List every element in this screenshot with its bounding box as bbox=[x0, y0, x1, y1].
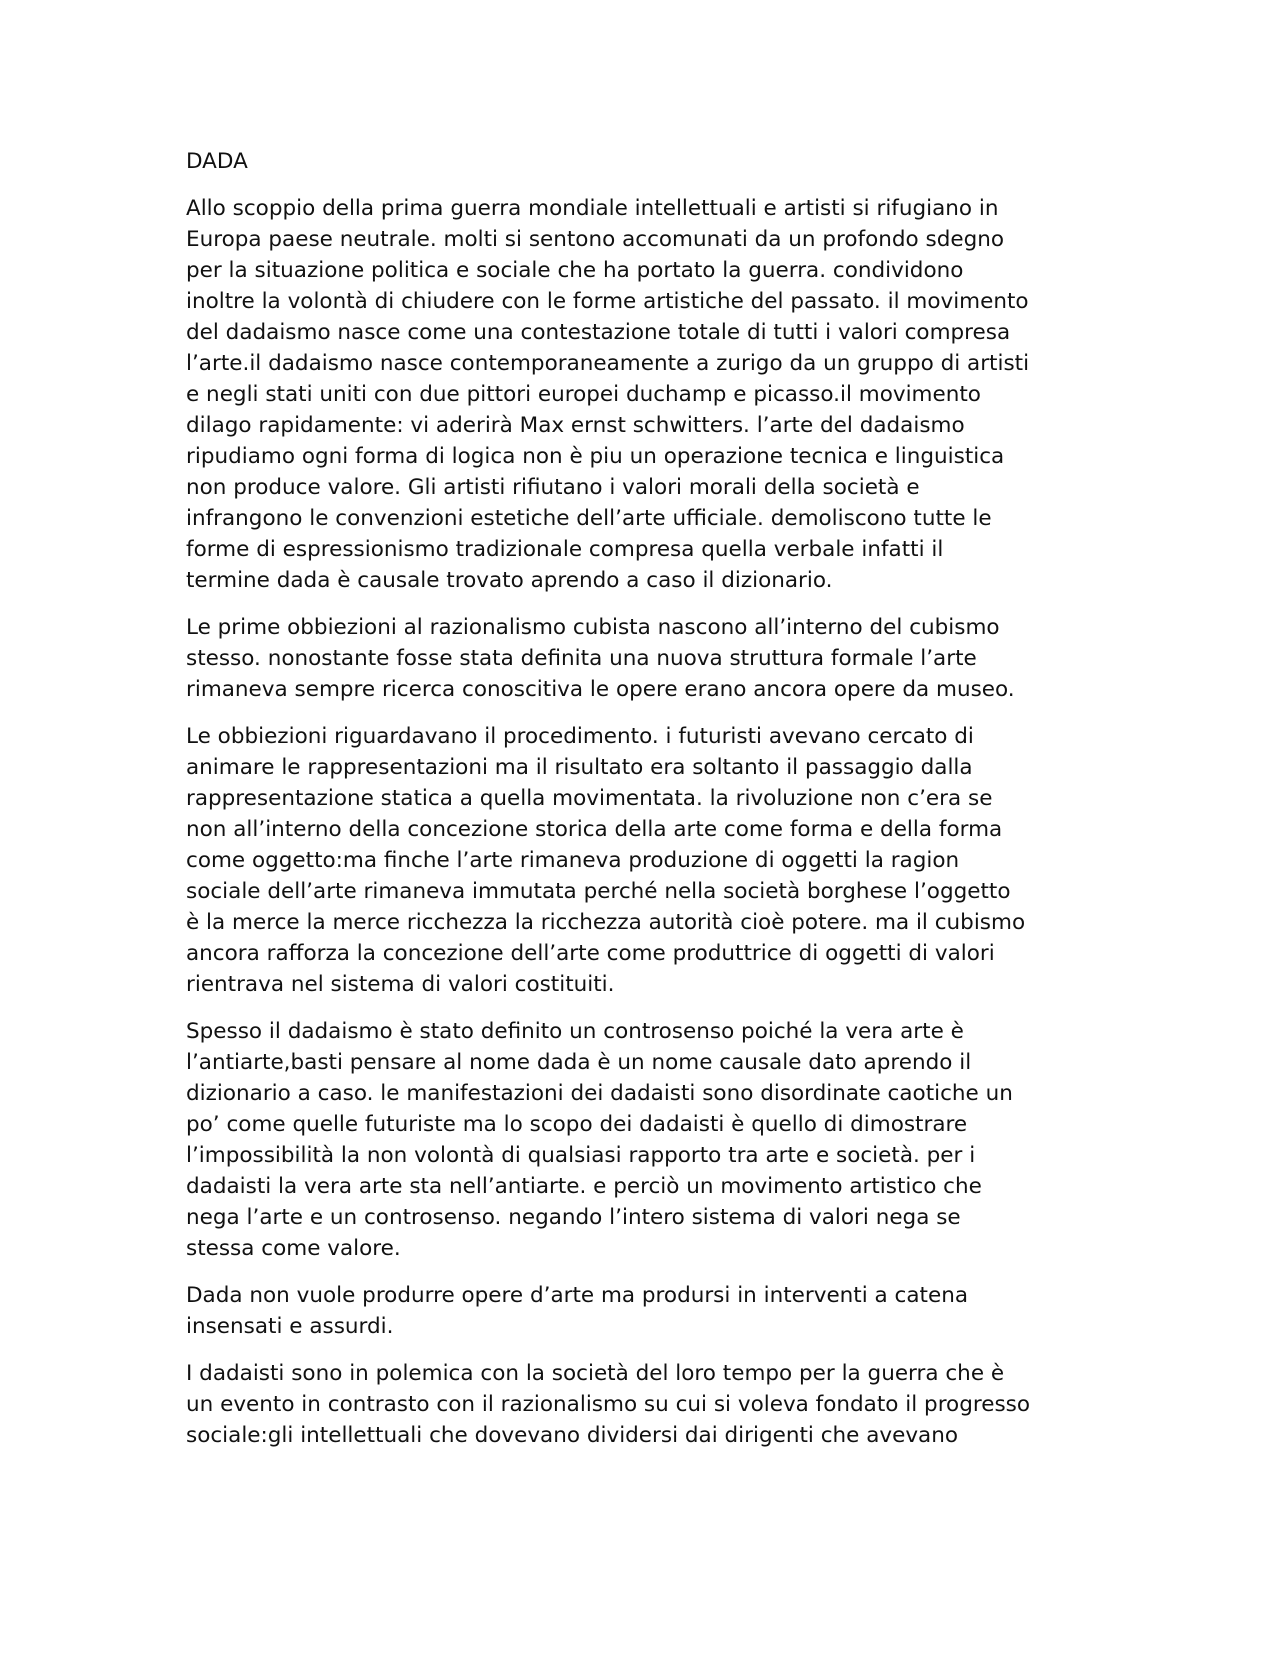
document-title: DADA bbox=[186, 149, 248, 174]
text-line: non all’interno della concezione storica della arte come forma e della forma bbox=[186, 817, 1003, 842]
text-line: per la situazione politica e sociale che ha portato la guerra. condividono bbox=[186, 258, 964, 283]
text-line: l’impossibilità la non volontà di qualsiasi rapporto tra arte e società. per i bbox=[186, 1143, 976, 1168]
paragraph bbox=[186, 1016, 1086, 1264]
text-line: dadaisti la vera arte sta nell’antiarte. e perciò un movimento artistico che bbox=[186, 1174, 982, 1199]
text-line: del dadaismo nasce come una contestazione totale di tutti i valori compresa bbox=[186, 320, 1011, 345]
text-line: l’arte.il dadaismo nasce contemporaneamente a zurigo da un gruppo di artisti bbox=[186, 351, 1030, 376]
text-line: Allo scoppio della prima guerra mondiale intellettuali e artisti si rifugiano in bbox=[186, 196, 999, 221]
paragraph bbox=[186, 1280, 1086, 1342]
paragraph-list bbox=[186, 193, 1086, 1451]
text-line: Spesso il dadaismo è stato definito un controsenso poiché la vera arte è bbox=[186, 1019, 964, 1044]
document-body bbox=[186, 146, 1086, 1467]
text-line: è la merce la merce ricchezza la ricchezza autorità cioè potere. ma il cubismo bbox=[186, 910, 1026, 935]
text-line: Europa paese neutrale. molti si sentono accomunati da un profondo sdegno bbox=[186, 227, 1005, 252]
text-line: un evento in contrasto con il razionalismo su cui si voleva fondato il progresso bbox=[186, 1392, 1031, 1417]
text-line: Le obbiezioni riguardavano il procedimento. i futuristi avevano cercato di bbox=[186, 724, 974, 749]
paragraph bbox=[186, 193, 1086, 596]
paragraph bbox=[186, 612, 1086, 705]
text-line: dilago rapidamente: vi aderirà Max ernst schwitters. l’arte del dadaismo bbox=[186, 413, 965, 438]
text-line: sociale dell’arte rimaneva immutata perché nella società borghese l’oggetto bbox=[186, 879, 1011, 904]
text-line: non produce valore. Gli artisti rifiutano i valori morali della società e bbox=[186, 475, 920, 500]
text-line: Dada non vuole produrre opere d’arte ma prodursi in interventi a catena bbox=[186, 1283, 968, 1308]
text-line: I dadaisti sono in polemica con la società del loro tempo per la guerra che è bbox=[186, 1361, 1005, 1386]
text-line: sociale:gli intellettuali che dovevano dividersi dai dirigenti che avevano bbox=[186, 1423, 959, 1448]
text-line: l’antiarte,basti pensare al nome dada è un nome causale dato aprendo il bbox=[186, 1050, 972, 1075]
text-line: rimaneva sempre ricerca conoscitiva le opere erano ancora opere da museo. bbox=[186, 677, 1015, 702]
text-line: ancora rafforza la concezione dell’arte come produttrice di oggetti di valori bbox=[186, 941, 995, 966]
text-line: e negli stati uniti con due pittori europei duchamp e picasso.il movimento bbox=[186, 382, 981, 407]
text-line: termine dada è causale trovato aprendo a caso il dizionario. bbox=[186, 568, 833, 593]
text-line: forme di espressionismo tradizionale compresa quella verbale infatti il bbox=[186, 537, 944, 562]
text-line: rappresentazione statica a quella movimentata. la rivoluzione non c’era se bbox=[186, 786, 993, 811]
text-line: animare le rappresentazioni ma il risultato era soltanto il passaggio dalla bbox=[186, 755, 973, 780]
text-line: rientrava nel sistema di valori costituiti. bbox=[186, 972, 615, 997]
paragraph bbox=[186, 1358, 1086, 1451]
text-line: nega l’arte e un controsenso. negando l’intero sistema di valori nega se bbox=[186, 1205, 961, 1230]
text-line: insensati e assurdi. bbox=[186, 1314, 394, 1339]
text-line: ripudiamo ogni forma di logica non è piu un operazione tecnica e linguistica bbox=[186, 444, 1005, 469]
text-line: dizionario a caso. le manifestazioni dei dadaisti sono disordinate caotiche un bbox=[186, 1081, 1013, 1106]
text-line: Le prime obbiezioni al razionalismo cubista nascono all’interno del cubismo bbox=[186, 615, 1000, 640]
text-line: po’ come quelle futuriste ma lo scopo dei dadaisti è quello di dimostrare bbox=[186, 1112, 968, 1137]
text-line: stessa come valore. bbox=[186, 1236, 401, 1261]
text-line: stesso. nonostante fosse stata definita una nuova struttura formale l’arte bbox=[186, 646, 977, 671]
paragraph bbox=[186, 721, 1086, 1000]
text-line: inoltre la volontà di chiudere con le forme artistiche del passato. il movimento bbox=[186, 289, 1029, 314]
text-line: infrangono le convenzioni estetiche dell’arte ufficiale. demoliscono tutte le bbox=[186, 506, 992, 531]
text-line: come oggetto:ma finche l’arte rimaneva produzione di oggetti la ragion bbox=[186, 848, 960, 873]
